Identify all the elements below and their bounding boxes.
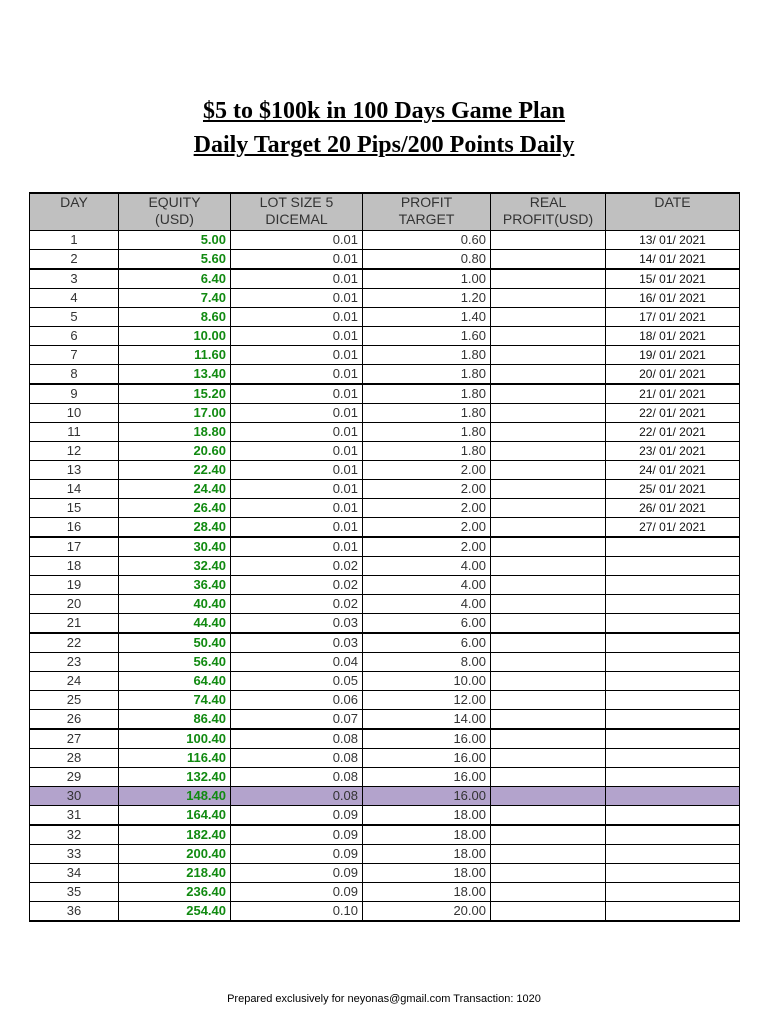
cell-lot-size: 0.01	[231, 480, 363, 499]
cell-equity: 182.40	[119, 825, 231, 845]
cell-profit-target: 1.60	[363, 327, 491, 346]
cell-day: 5	[30, 308, 119, 327]
cell-real-profit	[491, 308, 606, 327]
cell-date	[606, 653, 740, 672]
cell-real-profit	[491, 787, 606, 806]
cell-day: 24	[30, 672, 119, 691]
cell-lot-size: 0.01	[231, 442, 363, 461]
cell-equity: 148.40	[119, 787, 231, 806]
cell-profit-target: 1.80	[363, 365, 491, 385]
cell-lot-size: 0.01	[231, 365, 363, 385]
cell-profit-target: 18.00	[363, 806, 491, 826]
cell-date	[606, 633, 740, 653]
cell-real-profit	[491, 806, 606, 826]
cell-day: 20	[30, 595, 119, 614]
cell-equity: 24.40	[119, 480, 231, 499]
cell-lot-size: 0.09	[231, 825, 363, 845]
cell-date	[606, 845, 740, 864]
cell-day: 13	[30, 461, 119, 480]
cell-date	[606, 537, 740, 557]
cell-date	[606, 710, 740, 730]
table-row	[30, 404, 740, 423]
cell-profit-target: 18.00	[363, 845, 491, 864]
header-date: DATE	[606, 193, 740, 231]
cell-day: 14	[30, 480, 119, 499]
cell-lot-size: 0.09	[231, 883, 363, 902]
cell-profit-target: 1.80	[363, 442, 491, 461]
cell-date: 22/ 01/ 2021	[606, 423, 740, 442]
table-row	[30, 384, 740, 404]
cell-lot-size: 0.01	[231, 250, 363, 270]
table-row	[30, 308, 740, 327]
table-row	[30, 346, 740, 365]
cell-real-profit	[491, 442, 606, 461]
cell-profit-target: 2.00	[363, 461, 491, 480]
cell-day: 21	[30, 614, 119, 634]
cell-profit-target: 8.00	[363, 653, 491, 672]
cell-profit-target: 18.00	[363, 883, 491, 902]
cell-day: 19	[30, 576, 119, 595]
cell-real-profit	[491, 518, 606, 538]
table-row	[30, 499, 740, 518]
cell-profit-target: 0.80	[363, 250, 491, 270]
cell-day: 1	[30, 231, 119, 250]
table-row	[30, 729, 740, 749]
cell-lot-size: 0.04	[231, 653, 363, 672]
cell-day: 11	[30, 423, 119, 442]
page-title: $5 to $100k in 100 Days Game Plan	[202, 98, 565, 124]
cell-date	[606, 557, 740, 576]
table-row	[30, 480, 740, 499]
cell-lot-size: 0.01	[231, 346, 363, 365]
cell-day: 30	[30, 787, 119, 806]
cell-real-profit	[491, 537, 606, 557]
cell-day: 17	[30, 537, 119, 557]
cell-profit-target: 4.00	[363, 576, 491, 595]
cell-equity: 100.40	[119, 729, 231, 749]
cell-lot-size: 0.02	[231, 595, 363, 614]
table-row	[30, 461, 740, 480]
cell-equity: 236.40	[119, 883, 231, 902]
table-row	[30, 691, 740, 710]
cell-equity: 8.60	[119, 308, 231, 327]
cell-lot-size: 0.01	[231, 269, 363, 289]
cell-date: 27/ 01/ 2021	[606, 518, 740, 538]
cell-lot-size: 0.08	[231, 787, 363, 806]
cell-real-profit	[491, 595, 606, 614]
cell-date	[606, 825, 740, 845]
cell-real-profit	[491, 729, 606, 749]
cell-profit-target: 0.60	[363, 231, 491, 250]
cell-date: 20/ 01/ 2021	[606, 365, 740, 385]
cell-profit-target: 1.40	[363, 308, 491, 327]
cell-profit-target: 14.00	[363, 710, 491, 730]
cell-profit-target: 1.80	[363, 404, 491, 423]
cell-date: 15/ 01/ 2021	[606, 269, 740, 289]
cell-real-profit	[491, 691, 606, 710]
cell-real-profit	[491, 768, 606, 787]
table-row	[30, 749, 740, 768]
page-subtitle: Daily Target 20 Pips/200 Points Daily	[193, 132, 575, 158]
cell-equity: 132.40	[119, 768, 231, 787]
table-row	[30, 825, 740, 845]
table-row	[30, 269, 740, 289]
cell-equity: 5.60	[119, 250, 231, 270]
table-row	[30, 250, 740, 270]
cell-lot-size: 0.06	[231, 691, 363, 710]
cell-day: 18	[30, 557, 119, 576]
cell-date	[606, 749, 740, 768]
cell-real-profit	[491, 499, 606, 518]
cell-profit-target: 2.00	[363, 518, 491, 538]
cell-lot-size: 0.01	[231, 327, 363, 346]
cell-equity: 5.00	[119, 231, 231, 250]
cell-day: 15	[30, 499, 119, 518]
cell-day: 26	[30, 710, 119, 730]
cell-profit-target: 18.00	[363, 825, 491, 845]
cell-equity: 164.40	[119, 806, 231, 826]
cell-profit-target: 16.00	[363, 729, 491, 749]
cell-lot-size: 0.03	[231, 614, 363, 634]
cell-equity: 22.40	[119, 461, 231, 480]
cell-equity: 6.40	[119, 269, 231, 289]
cell-date	[606, 902, 740, 922]
cell-lot-size: 0.01	[231, 461, 363, 480]
cell-equity: 28.40	[119, 518, 231, 538]
cell-real-profit	[491, 845, 606, 864]
cell-lot-size: 0.08	[231, 749, 363, 768]
cell-day: 4	[30, 289, 119, 308]
cell-profit-target: 20.00	[363, 902, 491, 922]
cell-lot-size: 0.09	[231, 845, 363, 864]
cell-day: 12	[30, 442, 119, 461]
cell-date: 17/ 01/ 2021	[606, 308, 740, 327]
table-row	[30, 787, 740, 806]
cell-equity: 17.00	[119, 404, 231, 423]
cell-date	[606, 614, 740, 634]
cell-equity: 86.40	[119, 710, 231, 730]
table-row	[30, 768, 740, 787]
cell-equity: 200.40	[119, 845, 231, 864]
cell-equity: 11.60	[119, 346, 231, 365]
cell-profit-target: 1.80	[363, 346, 491, 365]
cell-real-profit	[491, 327, 606, 346]
cell-date: 19/ 01/ 2021	[606, 346, 740, 365]
cell-equity: 40.40	[119, 595, 231, 614]
cell-real-profit	[491, 614, 606, 634]
cell-equity: 13.40	[119, 365, 231, 385]
cell-day: 29	[30, 768, 119, 787]
cell-date: 13/ 01/ 2021	[606, 231, 740, 250]
cell-real-profit	[491, 864, 606, 883]
table-row	[30, 289, 740, 308]
cell-real-profit	[491, 269, 606, 289]
cell-lot-size: 0.01	[231, 231, 363, 250]
cell-lot-size: 0.01	[231, 289, 363, 308]
cell-real-profit	[491, 749, 606, 768]
cell-profit-target: 1.80	[363, 423, 491, 442]
cell-lot-size: 0.01	[231, 499, 363, 518]
cell-equity: 32.40	[119, 557, 231, 576]
game-plan-table	[29, 192, 740, 922]
cell-day: 23	[30, 653, 119, 672]
cell-real-profit	[491, 404, 606, 423]
table-row	[30, 595, 740, 614]
cell-real-profit	[491, 250, 606, 270]
cell-day: 9	[30, 384, 119, 404]
cell-real-profit	[491, 557, 606, 576]
table-row	[30, 365, 740, 385]
cell-date	[606, 672, 740, 691]
cell-lot-size: 0.01	[231, 537, 363, 557]
cell-lot-size: 0.01	[231, 404, 363, 423]
table-row	[30, 653, 740, 672]
cell-lot-size: 0.10	[231, 902, 363, 922]
header-day: DAY	[30, 193, 119, 231]
cell-lot-size: 0.08	[231, 729, 363, 749]
cell-equity: 26.40	[119, 499, 231, 518]
table-row	[30, 902, 740, 922]
cell-real-profit	[491, 384, 606, 404]
cell-profit-target: 16.00	[363, 768, 491, 787]
cell-date: 22/ 01/ 2021	[606, 404, 740, 423]
cell-lot-size: 0.01	[231, 518, 363, 538]
cell-day: 32	[30, 825, 119, 845]
cell-equity: 30.40	[119, 537, 231, 557]
table-row	[30, 633, 740, 653]
cell-equity: 15.20	[119, 384, 231, 404]
cell-equity: 10.00	[119, 327, 231, 346]
cell-day: 31	[30, 806, 119, 826]
cell-day: 16	[30, 518, 119, 538]
table-row	[30, 537, 740, 557]
cell-date: 23/ 01/ 2021	[606, 442, 740, 461]
cell-lot-size: 0.05	[231, 672, 363, 691]
cell-profit-target: 2.00	[363, 537, 491, 557]
header-row	[30, 193, 740, 231]
cell-date: 14/ 01/ 2021	[606, 250, 740, 270]
cell-profit-target: 4.00	[363, 595, 491, 614]
cell-day: 2	[30, 250, 119, 270]
cell-real-profit	[491, 480, 606, 499]
cell-equity: 50.40	[119, 633, 231, 653]
cell-profit-target: 1.80	[363, 384, 491, 404]
cell-real-profit	[491, 653, 606, 672]
cell-real-profit	[491, 346, 606, 365]
cell-equity: 64.40	[119, 672, 231, 691]
table-row	[30, 710, 740, 730]
header-real-profit: REAL PROFIT(USD)	[491, 193, 606, 231]
cell-real-profit	[491, 461, 606, 480]
cell-day: 7	[30, 346, 119, 365]
cell-profit-target: 6.00	[363, 614, 491, 634]
cell-equity: 36.40	[119, 576, 231, 595]
cell-date	[606, 691, 740, 710]
cell-day: 34	[30, 864, 119, 883]
header-profit-target: PROFIT TARGET	[363, 193, 491, 231]
footer-note: Prepared exclusively for neyonas@gmail.com Transaction: 1020	[227, 993, 541, 1005]
cell-profit-target: 4.00	[363, 557, 491, 576]
cell-lot-size: 0.01	[231, 423, 363, 442]
cell-date	[606, 787, 740, 806]
table-row	[30, 806, 740, 826]
cell-date	[606, 729, 740, 749]
cell-real-profit	[491, 231, 606, 250]
cell-date	[606, 806, 740, 826]
cell-real-profit	[491, 825, 606, 845]
cell-real-profit	[491, 672, 606, 691]
cell-lot-size: 0.09	[231, 806, 363, 826]
cell-date: 24/ 01/ 2021	[606, 461, 740, 480]
cell-lot-size: 0.02	[231, 557, 363, 576]
table-row	[30, 576, 740, 595]
cell-date	[606, 595, 740, 614]
cell-day: 35	[30, 883, 119, 902]
cell-equity: 74.40	[119, 691, 231, 710]
cell-day: 3	[30, 269, 119, 289]
cell-real-profit	[491, 576, 606, 595]
cell-profit-target: 18.00	[363, 864, 491, 883]
cell-day: 8	[30, 365, 119, 385]
cell-lot-size: 0.01	[231, 384, 363, 404]
table-row	[30, 423, 740, 442]
cell-profit-target: 1.00	[363, 269, 491, 289]
header-lot-size: LOT SIZE 5 DICEMAL	[231, 193, 363, 231]
cell-profit-target: 12.00	[363, 691, 491, 710]
cell-day: 10	[30, 404, 119, 423]
header-equity: EQUITY (USD)	[119, 193, 231, 231]
cell-real-profit	[491, 365, 606, 385]
cell-date	[606, 768, 740, 787]
table-row	[30, 557, 740, 576]
cell-equity: 116.40	[119, 749, 231, 768]
cell-date: 26/ 01/ 2021	[606, 499, 740, 518]
table-row	[30, 845, 740, 864]
cell-profit-target: 2.00	[363, 480, 491, 499]
cell-profit-target: 16.00	[363, 749, 491, 768]
cell-lot-size: 0.03	[231, 633, 363, 653]
cell-equity: 56.40	[119, 653, 231, 672]
cell-date: 18/ 01/ 2021	[606, 327, 740, 346]
cell-equity: 20.60	[119, 442, 231, 461]
cell-day: 6	[30, 327, 119, 346]
cell-lot-size: 0.08	[231, 768, 363, 787]
cell-day: 28	[30, 749, 119, 768]
table-row	[30, 518, 740, 538]
cell-date	[606, 576, 740, 595]
cell-day: 36	[30, 902, 119, 922]
cell-lot-size: 0.02	[231, 576, 363, 595]
cell-day: 22	[30, 633, 119, 653]
table-row	[30, 231, 740, 250]
table-row	[30, 442, 740, 461]
cell-profit-target: 1.20	[363, 289, 491, 308]
cell-date: 21/ 01/ 2021	[606, 384, 740, 404]
cell-date: 16/ 01/ 2021	[606, 289, 740, 308]
cell-equity: 254.40	[119, 902, 231, 922]
cell-day: 27	[30, 729, 119, 749]
cell-lot-size: 0.01	[231, 308, 363, 327]
cell-equity: 218.40	[119, 864, 231, 883]
cell-date: 25/ 01/ 2021	[606, 480, 740, 499]
cell-lot-size: 0.09	[231, 864, 363, 883]
cell-profit-target: 10.00	[363, 672, 491, 691]
cell-real-profit	[491, 289, 606, 308]
cell-profit-target: 16.00	[363, 787, 491, 806]
table-row	[30, 864, 740, 883]
cell-real-profit	[491, 633, 606, 653]
cell-equity: 7.40	[119, 289, 231, 308]
cell-lot-size: 0.07	[231, 710, 363, 730]
cell-equity: 18.80	[119, 423, 231, 442]
table-row	[30, 614, 740, 634]
cell-profit-target: 6.00	[363, 633, 491, 653]
cell-real-profit	[491, 883, 606, 902]
cell-date	[606, 883, 740, 902]
cell-profit-target: 2.00	[363, 499, 491, 518]
cell-day: 33	[30, 845, 119, 864]
cell-date	[606, 864, 740, 883]
cell-real-profit	[491, 902, 606, 922]
table-row	[30, 327, 740, 346]
table-row	[30, 883, 740, 902]
cell-real-profit	[491, 710, 606, 730]
cell-day: 25	[30, 691, 119, 710]
cell-real-profit	[491, 423, 606, 442]
table-row	[30, 672, 740, 691]
cell-equity: 44.40	[119, 614, 231, 634]
